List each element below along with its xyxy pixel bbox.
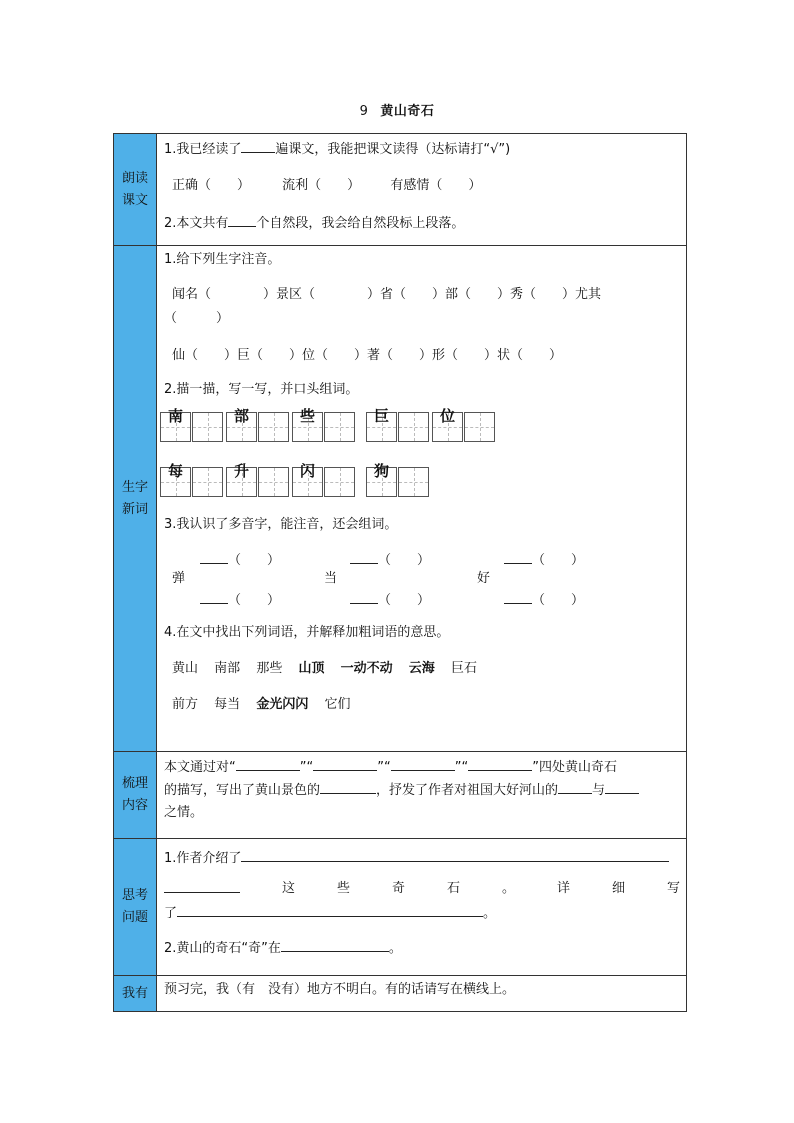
polyphone-word-blank (504, 589, 532, 604)
char-grid[interactable] (226, 462, 290, 497)
paragraph-count-blank[interactable] (228, 212, 256, 227)
stone-name-blank[interactable] (313, 756, 377, 771)
option-emotion[interactable]: 有感情（ ） (390, 178, 482, 193)
trace-char: 部 (234, 407, 250, 425)
char-grid[interactable] (432, 407, 496, 442)
lesson-number: 9 (359, 104, 369, 119)
lesson-title: 黄山奇石 (380, 104, 435, 119)
stone-name-blank[interactable] (391, 756, 455, 771)
vocab-row-2: 前方 每当 金光闪闪 它们 (172, 697, 351, 712)
content-reading: 1.我已经读了 遍课文，我能把课文读得（达标请打“√”) 正确（ ） 流利（ ） 有感情（ ） 2.本文共有 个自然段，我会给自然段标上段落。 (157, 134, 687, 246)
count-blank[interactable] (164, 878, 240, 893)
content-words: 1.给下列生字注音。 闻名（ ）景区（ ）省（ ）部（ ）秀（ ）尤其 （ ） 仙（ ）巨（ ）位（ ）著（ ）形（ ）状（ ） 2.描一描，写一写，并口头组词。 南 部 些 巨 位 每 升 闪 狗 3.我认识了多音字，能注音，还会组词。 弹 （ ） （ ） 当 （ ） （ ） 好 （ ） （ ） 4.在文中找出下列词语，并解释加粗词语的意思。 黄山 南部 那些 山顶 一动不动 云海 巨石 前方 每当 金光闪闪 它们 (157, 246, 687, 752)
trace-char: 狗 (374, 462, 390, 480)
content-summary: 本文通过对“ ”“ ”“ ”“ ”四处黄山奇石 的描写，写出了黄山景色的 ，抒发了作者对祖国大好河山的 与 之情。 (157, 752, 687, 839)
preview-sheet (113, 133, 687, 1012)
char-grid[interactable] (160, 407, 224, 442)
polyphone-char: 弹 (172, 571, 186, 586)
label-have: 我有 (114, 976, 157, 1012)
stone-name-blank[interactable] (468, 756, 532, 771)
detail-blank[interactable] (177, 902, 483, 917)
polyphone-word-blank (350, 589, 378, 604)
polyphone-block: 弹 （ ） （ ） 当 （ ） （ ） 好 （ ） （ ） (164, 549, 680, 611)
scenery-blank[interactable] (320, 779, 376, 794)
char-grid[interactable] (292, 462, 356, 497)
content-have (157, 976, 687, 1012)
option-correct[interactable]: 正确（ ） (172, 178, 251, 193)
trace-char: 每 (168, 462, 184, 480)
trace-char: 升 (234, 462, 250, 480)
feeling-blank[interactable] (605, 779, 639, 794)
strange-reason-blank[interactable] (281, 937, 389, 952)
polyphone-word-blank (350, 549, 378, 564)
char-grid[interactable] (366, 462, 430, 497)
trace-char: 闪 (300, 462, 316, 480)
row-reading (114, 134, 687, 246)
polyphone-word-blank (200, 549, 228, 564)
stone-name-blank[interactable] (236, 756, 300, 771)
page-title (0, 100, 794, 119)
vocab-row-1: 黄山 南部 那些 山顶 一动不动 云海 巨石 (172, 661, 477, 676)
label-summary: 梳理内容 (114, 752, 157, 839)
char-grid[interactable] (160, 462, 224, 497)
char-grid[interactable] (366, 407, 430, 442)
feeling-blank[interactable] (558, 779, 592, 794)
row-summary (114, 752, 687, 839)
option-fluent[interactable]: 流利（ ） (282, 178, 361, 193)
trace-char: 位 (440, 407, 456, 425)
content-thinking: 1.作者介绍了 这 些 奇 石 。 详 细 写 了 。 2.黄山的奇石“奇”在 。 (157, 839, 687, 976)
writing-grid-row-2 (164, 455, 680, 493)
pinyin-row-2[interactable]: 仙（ ）巨（ ）位（ ）著（ ）形（ ）状（ ） (172, 348, 563, 363)
reading-times-blank[interactable] (241, 138, 275, 153)
label-thinking: 思考问题 (114, 839, 157, 976)
char-grid[interactable] (292, 407, 356, 442)
label-words: 生字新词 (114, 246, 157, 752)
char-grid[interactable] (226, 407, 290, 442)
trace-char: 南 (168, 407, 184, 425)
row-have (114, 976, 687, 1012)
question-note[interactable]: 预习完，我（有 没有）地方不明白。有的话请写在横线上。 (164, 982, 516, 997)
polyphone-char: 当 (324, 571, 338, 586)
intro-blank[interactable] (241, 847, 669, 862)
pinyin-row-1b[interactable]: （ ） (164, 311, 230, 326)
polyphone-word-blank (200, 589, 228, 604)
trace-char: 些 (300, 407, 316, 425)
polyphone-char: 好 (477, 571, 491, 586)
row-words (114, 246, 687, 752)
writing-grid-row-1 (164, 400, 680, 438)
pinyin-row-1[interactable]: 闻名（ ）景区（ ）省（ ）部（ ）秀（ ）尤其 (172, 287, 602, 302)
label-reading: 朗读课文 (114, 134, 157, 246)
row-thinking (114, 839, 687, 976)
polyphone-word-blank (504, 549, 532, 564)
trace-char: 巨 (374, 407, 390, 425)
